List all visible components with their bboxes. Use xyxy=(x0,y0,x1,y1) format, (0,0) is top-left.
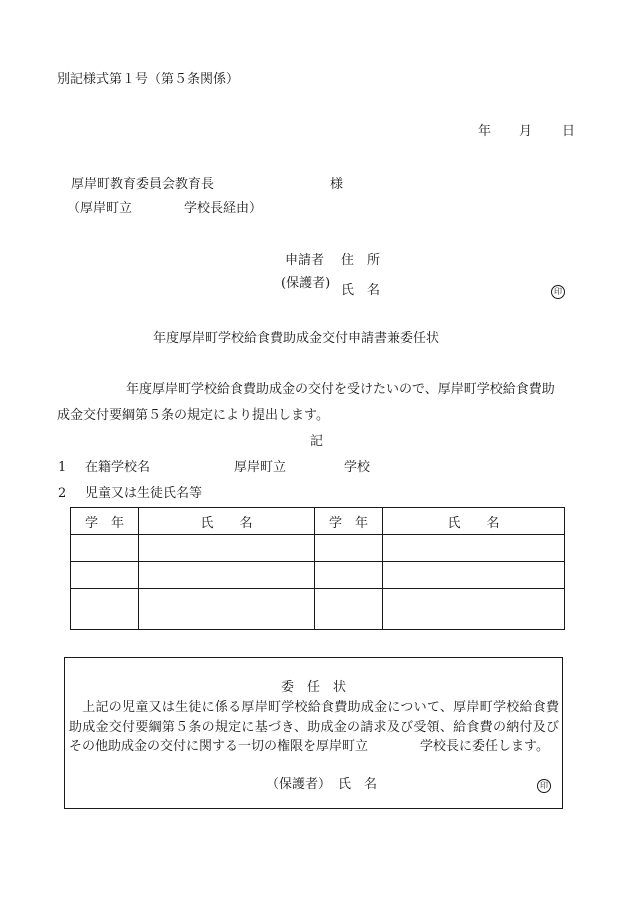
proxy-signer-role: （保護者） xyxy=(266,777,332,792)
item1-label: 在籍学校名 xyxy=(85,460,151,475)
intro-line-2: 成金交付要綱第５条の規定により提出します。 xyxy=(57,408,329,423)
document-title: 年度厚岸町学校給食費助成金交付申請書兼委任状 xyxy=(153,331,440,346)
date-day-label: 日 xyxy=(562,124,576,139)
addressee-honorific: 様 xyxy=(330,177,344,192)
table-row xyxy=(71,589,565,630)
name-cell[interactable] xyxy=(383,589,565,630)
proxy-seal-mark-icon: 印 xyxy=(537,779,551,793)
header-grade-1: 学 年 xyxy=(71,508,139,535)
name-cell[interactable] xyxy=(139,562,315,589)
header-name-2: 氏 名 xyxy=(383,508,565,535)
header-name-1: 氏 名 xyxy=(139,508,315,535)
ki-heading: 記 xyxy=(310,434,324,449)
seal-mark-icon: 印 xyxy=(551,285,565,299)
name-cell[interactable] xyxy=(139,535,315,562)
item1-school: 学校 xyxy=(344,460,371,475)
address-label: 住 所 xyxy=(341,253,381,268)
item2-label: 児童又は生徒氏名等 xyxy=(85,486,203,501)
date-month-label: 月 xyxy=(519,124,533,139)
name-cell[interactable] xyxy=(139,589,315,630)
item2-number: 2 xyxy=(58,486,67,501)
item1-town: 厚岸町立 xyxy=(234,460,287,475)
applicant-role-sub: (保護者) xyxy=(281,276,331,291)
item1-number: 1 xyxy=(58,460,67,475)
grade-cell[interactable] xyxy=(71,562,139,589)
proxy-title: 委 任 状 xyxy=(280,680,346,695)
addressee-via: （厚岸町立 学校長経由） xyxy=(67,201,263,216)
addressee-name: 厚岸町教育委員会教育長 xyxy=(71,177,215,192)
grade-cell[interactable] xyxy=(315,535,383,562)
grade-cell[interactable] xyxy=(315,562,383,589)
intro-line-1: 年度厚岸町学校給食費助成金の交付を受けたいので、厚岸町学校給食費助 xyxy=(126,382,555,397)
grade-cell[interactable] xyxy=(71,589,139,630)
student-table xyxy=(70,507,565,630)
table-row xyxy=(71,535,565,562)
proxy-box xyxy=(64,657,563,809)
grade-cell[interactable] xyxy=(315,589,383,630)
header-grade-2: 学 年 xyxy=(315,508,383,535)
table-header-row xyxy=(71,508,565,535)
table-row xyxy=(71,562,565,589)
name-label: 氏 名 xyxy=(341,283,381,298)
proxy-body-text: 上記の児童又は生徒に係る厚岸町学校給食費助成金について、厚岸町学校給食費助成金交付要綱第５条の規定に基づき、助成金の請求及び受領、給食費の納付及びその他助成金の交付に関する一切の権限を厚岸町立 学校長に委任します。 xyxy=(69,700,559,754)
name-cell[interactable] xyxy=(383,535,565,562)
form-label: 別記様式第１号（第５条関係） xyxy=(57,72,240,87)
proxy-signer-name-label: 氏 名 xyxy=(338,777,378,792)
grade-cell[interactable] xyxy=(71,535,139,562)
name-cell[interactable] xyxy=(383,562,565,589)
proxy-body xyxy=(69,698,559,757)
applicant-role: 申請者 xyxy=(285,253,325,268)
date-year-label: 年 xyxy=(478,124,492,139)
